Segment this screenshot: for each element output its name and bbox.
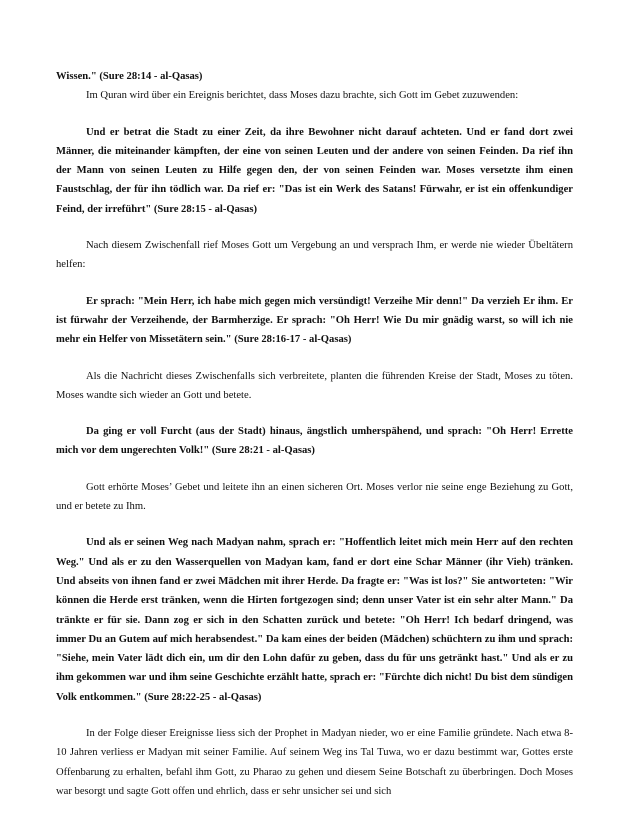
paragraph-9: Und als er seinen Weg nach Madyan nahm, sprach er: "Hoffentlich leitet mich mein Herr auf den rechten Weg." Und als er zu den Wasserquellen von Madyan kam, fand er dort eine Schar Männer (ihr Vieh) tränken. Und abseits von ihnen fand er zwei Mädchen mit ihrer Herde. Da fragte er: "Was ist los?" Sie antworteten: "Wir können die Herde erst tränken, wenn die Hirten fortgezogen sind; denn unser Vater ist ein sehr alter Mann." Da tränkte er für sie. Dann zog er sich in den Schatten zurück und betete: "Oh Herr! Ich bedarf dringend, was immer Du an Gutem auf mich herabsendest." Da kam eines der beiden (Mädchen) schüchtern zu ihm und sprach: "Siehe, mein Vater lädt dich ein, um dir den Lohn dafür zu geben, dass du für uns getränkt hast." Und als er zu ihm gekommen war und ihm seine Geschichte erzählt hatte, sprach er: "Fürchte dich nicht! Du bist dem sündigen Volk entkommen." (Sure 28:22-25 - al-Qasas)	[56, 537, 573, 703]
paragraph-1: Wissen." (Sure 28:14 - al-Qasas)	[56, 71, 203, 82]
paragraph-7: Da ging er voll Furcht (aus der Stadt) hinaus, ängstlich umherspähend, und sprach: "Oh Herr! Errette mich vor dem ungerechten Volk!" (Sure 28:21 - al-Qasas)	[56, 426, 573, 457]
paragraph-8: Gott erhörte Moses’ Gebet und leitete ihn an einen sicheren Ort. Moses verlor nie seine enge Beziehung zu Gott, und er betete zu Ihm.	[56, 481, 573, 513]
paragraph-4: Nach diesem Zwischenfall rief Moses Gott um Vergebung an und versprach Ihm, er werde nie wieder Übeltätern helfen:	[56, 240, 573, 271]
paragraph-10: In der Folge dieser Ereignisse liess sich der Prophet in Madyan nieder, wo er eine Familie gründete. Nach etwa 8-10 Jahren verliess er Madyan mit seiner Familie. Auf seinem Weg ins Tal Tuwa, wo er dazu bestimmt war, Gottes erste Offenbarung zu erhalten, befahl ihm Gott, zu Pharao zu gehen und diesem Seine Botschaft zu überbringen. Doch Moses war besorgt und sagte Gott offen und ehrlich, dass er sehr unsicher sei und sich	[56, 728, 573, 797]
paragraph-2: Im Quran wird über ein Ereignis berichtet, dass Moses dazu brachte, sich Gott im Gebet zuzuwenden:	[86, 90, 519, 102]
document-page	[56, 67, 573, 801]
paragraph-3: Und er betrat die Stadt zu einer Zeit, da ihre Bewohner nicht darauf achteten. Und er fand dort zwei Männer, die miteinander kämpften, der eine von seinen Leuten und der andere von seinen Feinden. Da rief ihn der Mann von seinen Leuten zu Hilfe gegen den, der von seinen Feinden war. Moses versetzte ihm einen Faustschlag, der für ihn tödlich war. Da rief er: "Das ist ein Werk des Satans! Fürwahr, er ist ein offenkundiger Feind, der irreführt" (Sure 28:15 - al-Qasas)	[56, 126, 573, 215]
paragraph-5: Er sprach: "Mein Herr, ich habe mich gegen mich versündigt! Verzeihe Mir denn!" Da verzieh Er ihm. Er ist fürwahr der Verzeihende, der Barmherzige. Er sprach: "Oh Herr! Wie Du mir gnädig warst, so will ich nie mehr ein Helfer von Missetätern sein." (Sure 28:16-17 - al-Qasas)	[56, 295, 573, 346]
paragraph-6: Als die Nachricht dieses Zwischenfalls sich verbreitete, planten die führenden Kreise der Stadt, Moses zu töten. Moses wandte sich wieder an Gott und betete.	[56, 370, 573, 401]
